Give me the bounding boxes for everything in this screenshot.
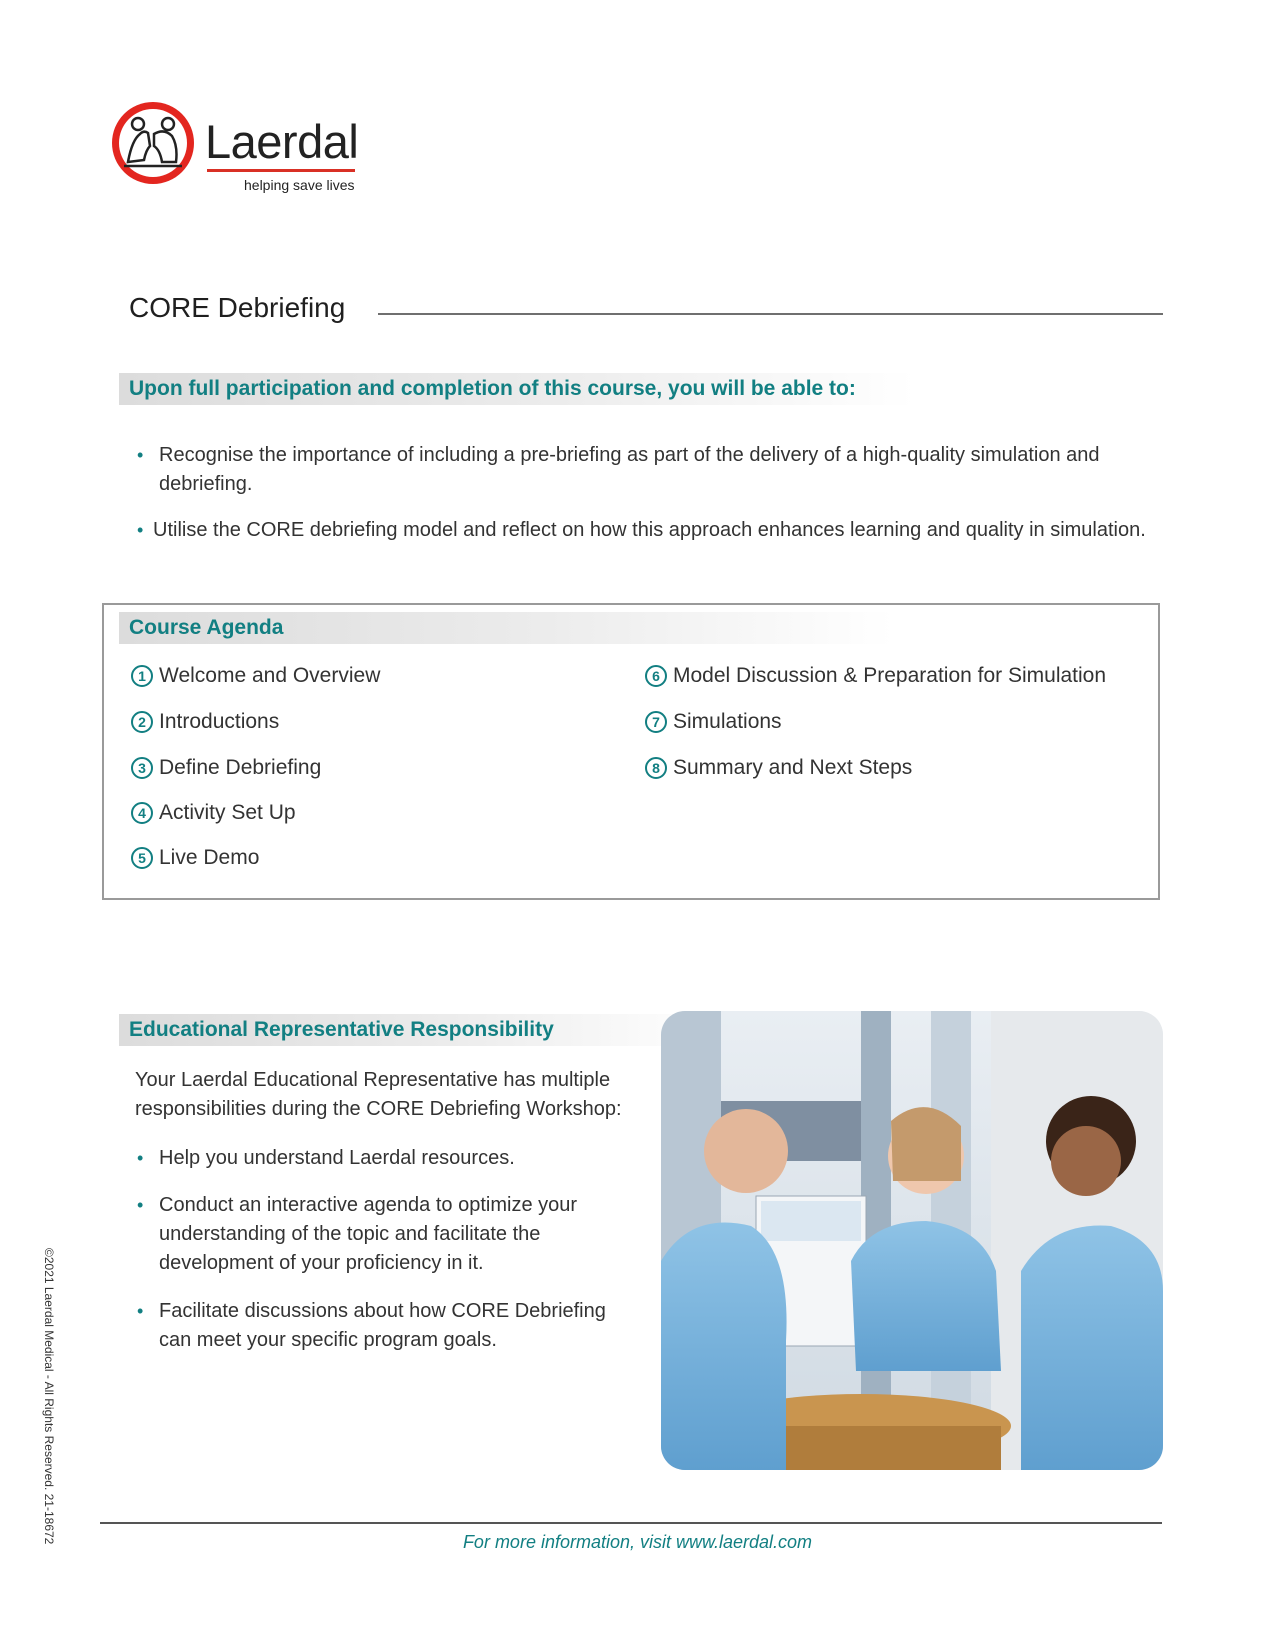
copyright-notice: ©2021 Laerdal Medical - All Rights Reserved. 21-18672 — [42, 1248, 56, 1545]
agenda-item-label: Model Discussion & Preparation for Simulation — [673, 664, 1107, 687]
responsibility-item: • Facilitate discussions about how CORE Debriefing can meet your specific program goals. — [137, 1297, 617, 1355]
responsibility-intro: Your Laerdal Educational Representative has multiple responsibilities during the CORE Debriefing Workshop: — [135, 1069, 622, 1120]
bullet-dot-icon: • — [137, 445, 144, 465]
number-badge: 4 — [131, 802, 153, 824]
objective-item: • Utilise the CORE debriefing model and reflect on how this approach enhances learning and quality in simulation. — [137, 516, 1147, 545]
agenda-heading: Course Agenda — [119, 612, 894, 644]
brand-name: Laerdal — [205, 115, 359, 168]
footer-link-text[interactable]: For more information, visit www.laerdal.com — [462, 1532, 813, 1552]
laerdal-logo — [110, 98, 370, 198]
number-badge: 1 — [131, 665, 153, 687]
agenda-item-label: Summary and Next Steps — [673, 756, 913, 779]
number-badge: 5 — [131, 847, 153, 869]
laerdal-emblem-icon — [110, 100, 196, 186]
agenda-item — [131, 707, 279, 737]
number-badge: 7 — [645, 711, 667, 733]
agenda-item — [645, 661, 1106, 691]
responsibility-heading: Educational Representative Responsibility — [119, 1014, 719, 1046]
agenda-item-label: Welcome and Overview — [159, 664, 381, 687]
agenda-item-label: Activity Set Up — [159, 801, 296, 824]
title-divider — [378, 313, 1163, 315]
agenda-item — [131, 843, 259, 873]
agenda-item — [131, 798, 296, 828]
responsibility-item: • Conduct an interactive agenda to optimize your understanding of the topic and facilitate the development of your proficiency in it. — [137, 1191, 607, 1278]
agenda-item-label: Define Debriefing — [159, 756, 322, 779]
brand-underline — [207, 169, 355, 172]
agenda-item — [645, 753, 912, 783]
brand-tagline: helping save lives — [244, 177, 355, 193]
workshop-photo — [661, 1011, 1163, 1470]
footer-divider — [100, 1522, 1162, 1524]
page-title: CORE Debriefing — [129, 292, 346, 323]
bullet-dot-icon: • — [137, 1195, 144, 1215]
responsibility-item: • Help you understand Laerdal resources. — [137, 1144, 637, 1173]
agenda-item — [131, 661, 380, 691]
bullet-dot-icon: • — [137, 1301, 144, 1321]
agenda-item-label: Live Demo — [159, 846, 260, 869]
number-badge: 6 — [645, 665, 667, 687]
agenda-item — [131, 753, 321, 783]
agenda-item — [645, 707, 782, 737]
bullet-dot-icon: • — [137, 1148, 144, 1168]
number-badge: 2 — [131, 711, 153, 733]
number-badge: 3 — [131, 757, 153, 779]
objective-item: • Recognise the importance of including a pre-briefing as part of the delivery of a high-quality simulation and debriefing. — [137, 441, 1127, 499]
number-badge: 8 — [645, 757, 667, 779]
agenda-item-label: Introductions — [159, 710, 280, 733]
bullet-dot-icon: • — [137, 520, 144, 540]
agenda-item-label: Simulations — [673, 710, 782, 733]
workshop-photo-illustration — [661, 1011, 1163, 1470]
objectives-heading: Upon full participation and completion of this course, you will be able to: — [119, 373, 915, 405]
agenda-box — [102, 603, 1160, 900]
